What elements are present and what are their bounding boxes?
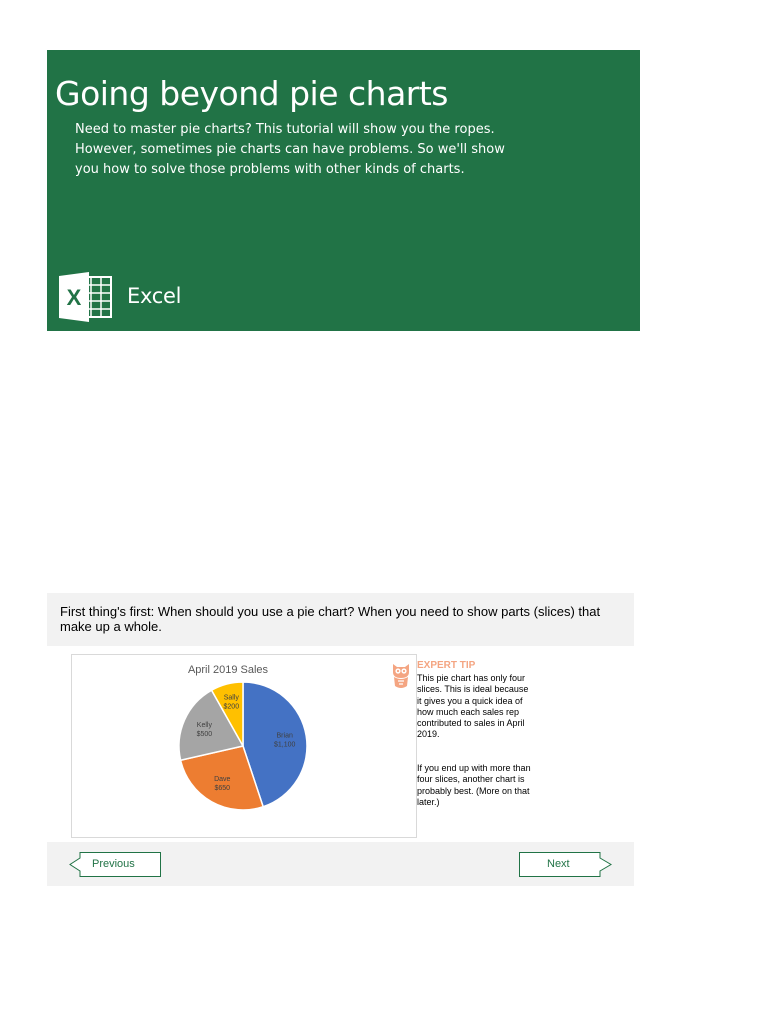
intro-band: [47, 593, 634, 646]
slice-label-brian: Brian $1,100: [273, 732, 296, 749]
slice-label-sally: Sally $200: [223, 694, 240, 711]
pie-chart-svg: [72, 655, 416, 837]
owl-icon: [390, 660, 412, 690]
previous-button[interactable]: [68, 852, 162, 877]
tip-heading: EXPERT TIP: [417, 660, 476, 671]
previous-label: Previous: [92, 858, 135, 870]
brand-name: Excel: [127, 284, 182, 308]
chart-title: April 2019 Sales: [187, 664, 269, 676]
slice-label-dave: Dave $650: [214, 775, 231, 792]
slice-label-kelly: Kelly $500: [196, 721, 213, 738]
tip-paragraph: If you end up with more than four slices, another chart is probably best. (More on that later.): [417, 763, 531, 807]
tip-paragraph: This pie chart has only four slices. This is ideal because it gives you a quick idea of how much each sales rep contributed to sales in April 2019.: [417, 673, 529, 740]
hero-banner: [47, 50, 640, 331]
hero-description: Need to master pie charts? This tutorial will show you the ropes. However, sometimes pie charts can have problems. So we'll show you how to solve those problems with other kinds of charts.: [75, 122, 505, 177]
next-button[interactable]: [519, 852, 614, 877]
logo-letter: X: [66, 285, 82, 310]
page-title: Going beyond pie charts: [55, 74, 448, 113]
navigation-bar: [47, 842, 634, 886]
next-label: Next: [547, 858, 570, 870]
intro-text: First thing's first: When should you use a pie chart? When you need to show parts (slices) that make up a whole.: [60, 604, 601, 634]
pie-chart: [71, 654, 417, 838]
excel-logo-icon: [57, 272, 113, 322]
